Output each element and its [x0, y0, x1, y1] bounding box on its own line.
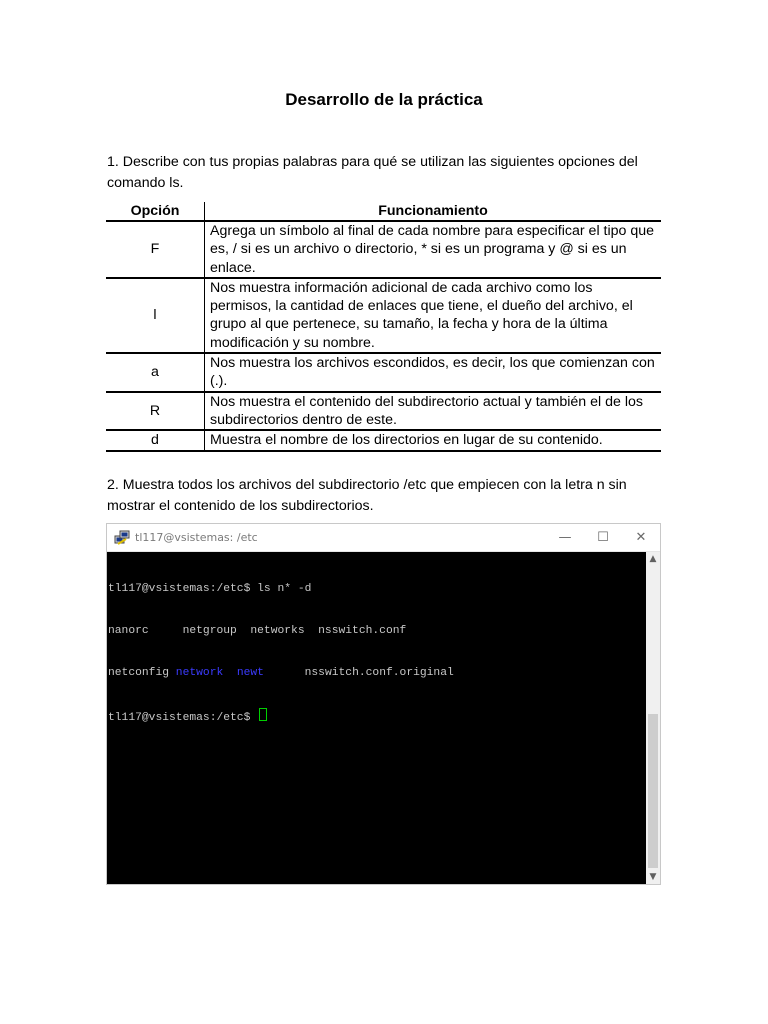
- table-header-row: [106, 202, 661, 221]
- scroll-up-arrow-icon[interactable]: ▲: [649, 554, 657, 564]
- option-cell: l: [106, 278, 205, 353]
- scroll-thumb[interactable]: [648, 714, 658, 868]
- close-button[interactable]: ✕: [635, 530, 647, 545]
- maximize-button[interactable]: ☐: [597, 530, 609, 545]
- description-cell: Agrega un símbolo al final de cada nombre para especificar el tipo que es, / si es un archivo o directorio, * si es un programa y @ si es un enlace.: [205, 221, 662, 278]
- header-option: Opción: [106, 202, 205, 221]
- terminal-command-line: tl117@vsistemas:/etc$ ls n* -d: [108, 583, 312, 595]
- option-cell: R: [106, 392, 205, 431]
- table-row: [106, 353, 661, 392]
- option-cell: a: [106, 353, 205, 392]
- page-title: Desarrollo de la práctica: [285, 90, 483, 109]
- terminal-scrollbar[interactable]: [646, 552, 660, 884]
- scroll-down-arrow-icon[interactable]: ▼: [649, 872, 657, 882]
- terminal-output[interactable]: [107, 552, 646, 884]
- terminal-output-line: [108, 666, 646, 680]
- file-netconfig: netconfig: [108, 667, 176, 679]
- description-cell: Nos muestra el contenido del subdirectorio actual y también el de los subdirectorios dentro de este.: [205, 392, 662, 431]
- terminal-title: tl117@vsistemas: /etc: [135, 531, 258, 544]
- putty-icon: [114, 530, 130, 546]
- terminal-cursor: [259, 708, 267, 721]
- dir-newt: newt: [236, 667, 264, 679]
- terminal-window: [106, 523, 661, 885]
- question-2: 2. Muestra todos los archivos del subdirectorio /etc que empiecen con la letra n sin mostrar el contenido de los subdirectorios.: [107, 477, 627, 514]
- description-cell: Nos muestra los archivos escondidos, es decir, los que comienzan con (.).: [205, 353, 662, 392]
- terminal-output-line: nanorc netgroup networks nsswitch.conf: [108, 625, 407, 637]
- table-row: [106, 430, 661, 450]
- table-row: [106, 221, 661, 278]
- option-cell: d: [106, 430, 205, 450]
- description-cell: Nos muestra información adicional de cada archivo como los permisos, la cantidad de enlaces que tiene, el dueño del archivo, el grupo al que pertenece, su tamaño, la fecha y hora de la última modificación y su nombre.: [205, 278, 662, 353]
- minimize-button[interactable]: —: [558, 530, 572, 545]
- header-function: Funcionamiento: [205, 202, 662, 221]
- terminal-prompt: tl117@vsistemas:/etc$: [108, 712, 258, 724]
- table-row: [106, 392, 661, 431]
- table-row: [106, 278, 661, 353]
- option-cell: F: [106, 221, 205, 278]
- dir-network: network: [175, 667, 224, 679]
- question-1: 1. Describe con tus propias palabras para qué se utilizan las siguientes opciones del comando ls.: [107, 154, 638, 191]
- spacer: [223, 667, 237, 679]
- options-table: [106, 202, 661, 452]
- description-cell: Muestra el nombre de los directorios en lugar de su contenido.: [205, 430, 662, 450]
- terminal-prompt-line: [108, 708, 646, 722]
- file-nsswitch-original: nsswitch.conf.original: [263, 667, 454, 679]
- terminal-titlebar[interactable]: [107, 524, 660, 552]
- window-controls: [546, 524, 660, 551]
